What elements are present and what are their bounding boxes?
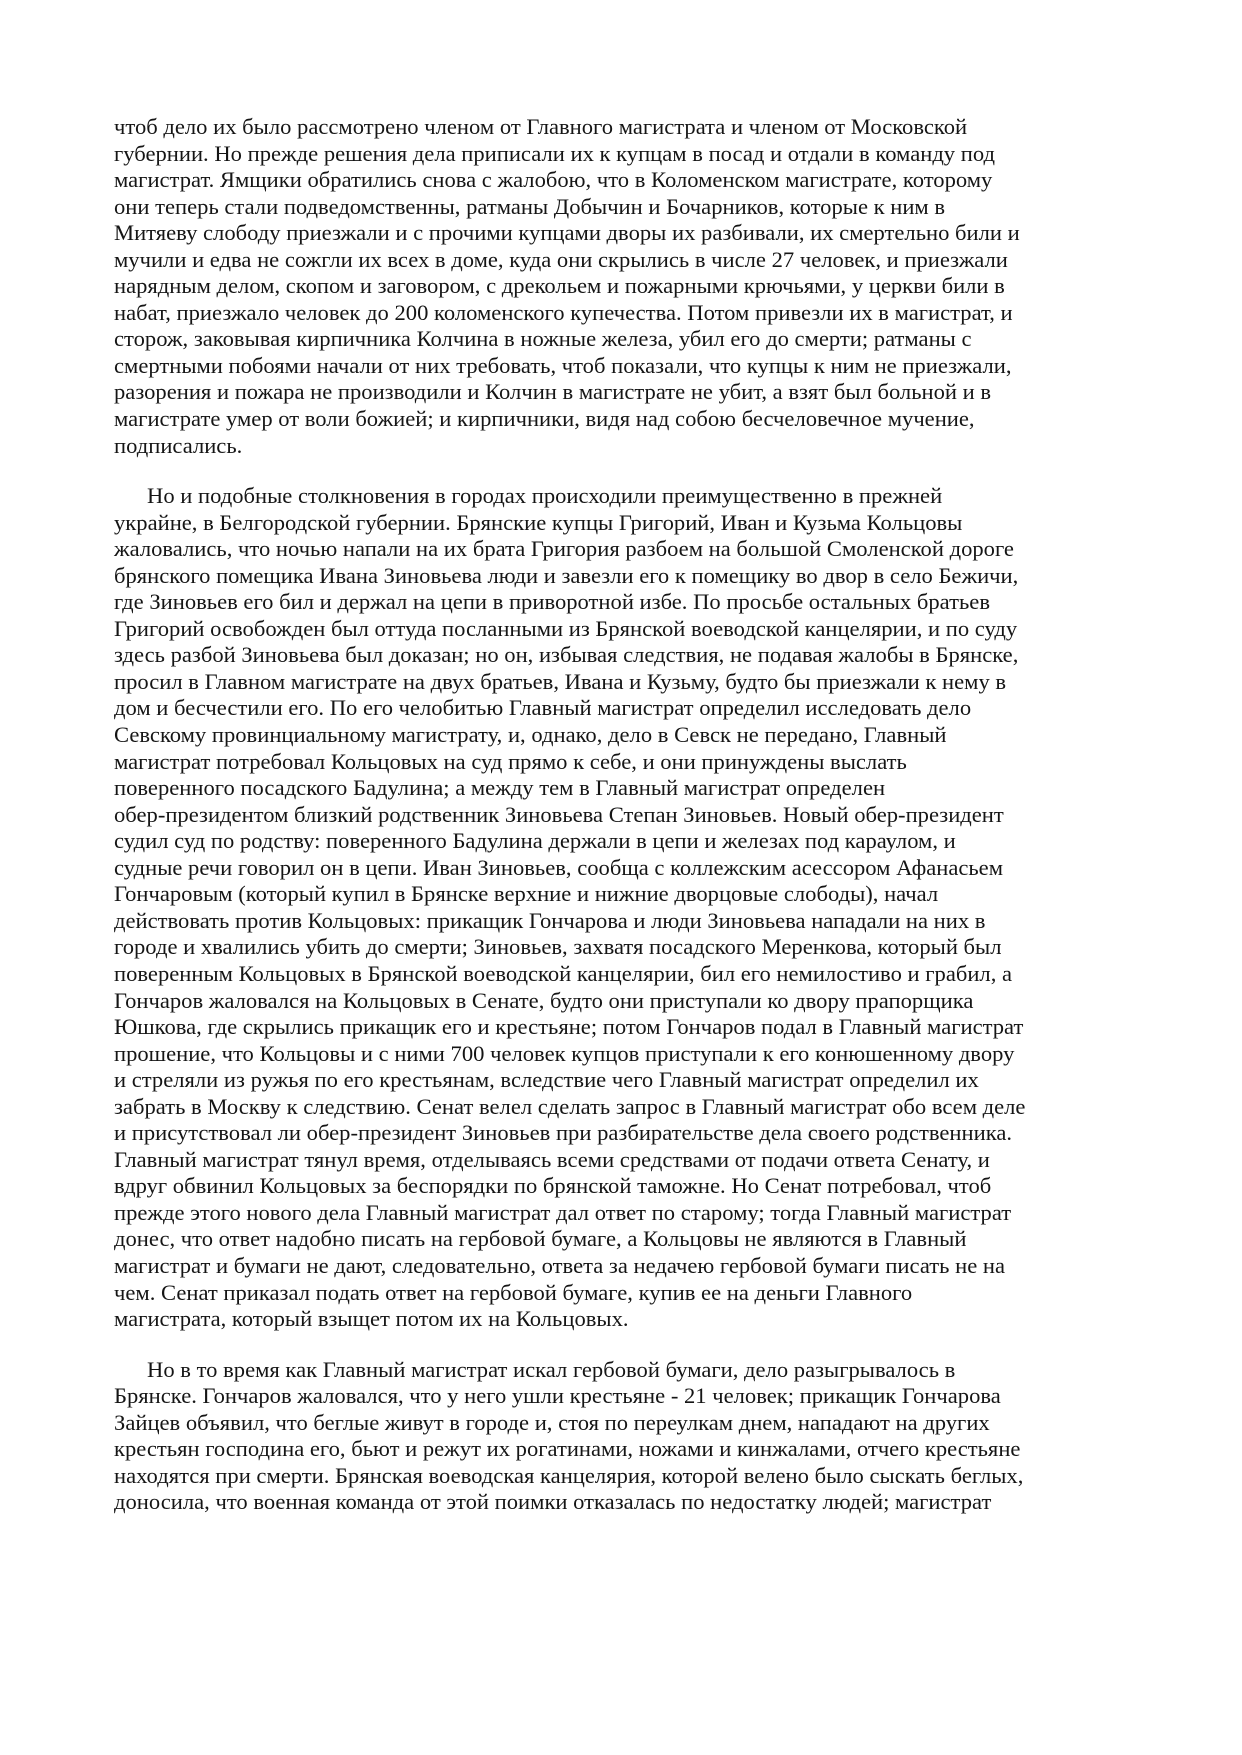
text-line: смертными побоями начали от них требовать, чтоб показали, что купцы к ним не приезжали, [114, 352, 1012, 378]
text-line: магистрат потребовал Кольцовых на суд прямо к себе, и они принуждены выслать [114, 748, 907, 774]
text-line: мучили и едва не сожгли их всех в доме, куда они скрылись в числе 27 человек, и приезжали [114, 246, 1008, 272]
text-line: украйне, в Белгородской губернии. Брянские купцы Григорий, Иван и Кузьма Кольцовы [114, 509, 963, 535]
text-line: Брянске. Гончаров жаловался, что у него ушли крестьяне - 21 человек; прикащик Гончарова [114, 1383, 1001, 1409]
text-line: судные речи говорил он в цепи. Иван Зиновьев, сообща с коллежским асессором Афанасьем [114, 854, 1004, 880]
text-line: обер-президентом близкий родственник Зиновьева Степан Зиновьев. Новый обер-президент [114, 801, 1004, 827]
text-line: Но в то время как Главный магистрат искал гербовой бумаги, дело разыгрывалось в [147, 1356, 956, 1382]
text-line: нарядным делом, скопом и заговором, с дрекольем и пожарными крючьями, у церкви били в [114, 273, 1005, 299]
text-line: и присутствовал ли обер-президент Зиновьев при разбирательстве дела своего родственника. [114, 1120, 1013, 1146]
text-line: чтоб дело их было рассмотрено членом от Главного магистрата и членом от Московской [114, 114, 968, 139]
document-page [114, 114, 1136, 1516]
text-line: и стреляли из ружья по его крестьянам, вследствие чего Главный магистрат определил их [114, 1067, 979, 1093]
text-line: действовать против Кольцовых: прикащик Гончарова и люди Зиновьева нападали на них в [114, 907, 986, 933]
text-line: находятся при смерти. Брянская воеводская канцелярия, которой велено было сыскать беглых, [114, 1462, 1024, 1488]
text-line: набат, приезжало человек до 200 коломенского купечества. Потом привезли их в магистрат, и [114, 299, 1013, 325]
text-line: доносила, что военная команда от этой поимки отказалась по недостатку людей; магистрат [114, 1489, 992, 1515]
text-line: магистрата, который взыщет потом их на Кольцовых. [114, 1306, 629, 1332]
paragraph-3 [114, 1357, 1136, 1516]
text-line: жаловались, что ночью напали на их брата Григория разбоем на большой Смоленской дороге [114, 536, 1014, 562]
text-line: магистрат. Ямщики обратились снова с жалобою, что в Коломенском магистрате, которому [114, 167, 993, 193]
text-line: где Зиновьев его бил и держал на цепи в приворотной избе. По просьбе остальных братьев [114, 589, 990, 615]
text-line: поверенным Кольцовых в Брянской воеводской канцелярии, бил его немилостиво и грабил, а [114, 960, 1013, 986]
text-line: донес, что ответ надобно писать на гербовой бумаге, а Кольцовы не являются в Главный [114, 1226, 967, 1252]
text-line: магистрате умер от воли божией; и кирпичники, видя над собою бесчеловечное мучение, [114, 406, 975, 432]
text-line: прошение, что Кольцовы и с ними 700 человек купцов приступали к его конюшенному двору [114, 1040, 1015, 1066]
text-line: брянского помещика Ивана Зиновьева люди и завезли его к помещику во двор в село Бежичи, [114, 562, 1019, 588]
text-line: крестьян господина его, бьют и режут их рогатинами, ножами и кинжалами, отчего крестьяне [114, 1436, 1021, 1462]
text-line: чем. Сенат приказал подать ответ на гербовой бумаге, купив ее на деньги Главного [114, 1279, 913, 1305]
text-line: поверенного посадского Бадулина; а между тем в Главный магистрат определен [114, 775, 886, 801]
text-line: Зайцев объявил, что беглые живут в городе и, стоя по переулкам днем, нападают на других [114, 1409, 990, 1435]
paragraph-2 [114, 483, 1136, 1333]
text-line: Гончаров жаловался на Кольцовых в Сенате, будто они приступали ко двору прапорщика [114, 987, 974, 1013]
paragraph-1 [114, 114, 1136, 459]
text-line: подписались. [114, 432, 243, 458]
text-line: просил в Главном магистрате на двух братьев, Ивана и Кузьму, будто бы приезжали к нему в [114, 668, 1007, 694]
text-line: судил суд по родству: поверенного Бадулина держали в цепи и железах под караулом, и [114, 828, 956, 854]
text-line: они теперь стали подведомственны, ратманы Добычин и Бочарников, которые к ним в [114, 193, 946, 219]
text-line: Григорий освобожден был оттуда посланными из Брянской воеводской канцелярии, и по суду [114, 615, 1018, 641]
text-line: Гончаровым (который купил в Брянске верхние и нижние дворцовые слободы), начал [114, 881, 939, 907]
text-line: прежде этого нового дела Главный магистрат дал ответ по старому; тогда Главный магистрат [114, 1199, 1012, 1225]
text-line: магистрат и бумаги не дают, следовательно, ответа за недачею гербовой бумаги писать не на [114, 1252, 1005, 1278]
text-line: сторож, заковывая кирпичника Колчина в ножные железа, убил его до смерти; ратманы с [114, 326, 972, 352]
text-line: Юшкова, где скрылись прикащик его и крестьяне; потом Гончаров подал в Главный магистрат [114, 1014, 1024, 1040]
text-line: Главный магистрат тянул время, отделываясь всеми средствами от подачи ответа Сенату, и [114, 1146, 990, 1172]
text-line: вдруг обвинил Кольцовых за беспорядки по брянской таможне. Но Сенат потребовал, чтоб [114, 1173, 992, 1199]
text-line: Севскому провинциальному магистрату, и, однако, дело в Севск не передано, Главный [114, 722, 947, 748]
text-line: дом и бесчестили его. По его челобитью Главный магистрат определил исследовать дело [114, 695, 972, 721]
text-line: забрать в Москву к следствию. Сенат велел сделать запрос в Главный магистрат обо всем деле [114, 1093, 1026, 1119]
text-line: разорения и пожара не производили и Колчин в магистрате не убит, а взят был больной и в [114, 379, 992, 405]
text-line: городе и хвалились убить до смерти; Зиновьев, захватя посадского Меренкова, который был [114, 934, 1002, 960]
text-line: здесь разбой Зиновьева был доказан; но он, избывая следствия, не подавая жалобы в Брянске, [114, 642, 1019, 668]
text-line: Митяеву слободу приезжали и с прочими купцами дворы их разбивали, их смертельно били и [114, 220, 1020, 246]
text-line: губернии. Но прежде решения дела приписали их к купцам в посад и отдали в команду под [114, 140, 995, 166]
text-line: Но и подобные столкновения в городах происходили преимущественно в прежней [147, 483, 943, 509]
